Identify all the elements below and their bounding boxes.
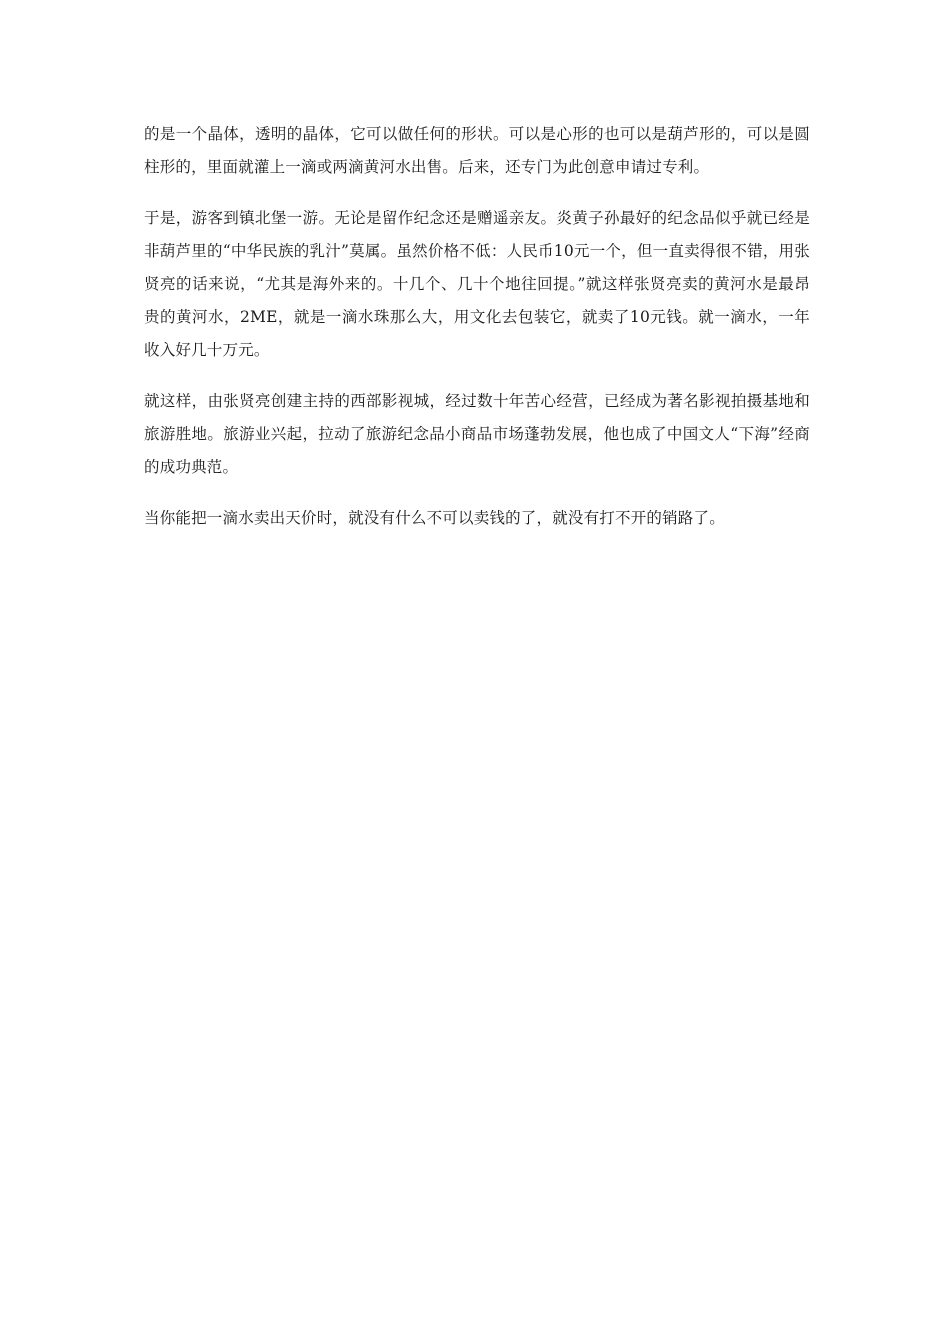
paragraph-2: 于是，游客到镇北堡一游。无论是留作纪念还是赠遥亲友。炎黄子孙最好的纪念品似乎就已经是非葫芦里的“中华民族的乳汁”莫属。虽然价格不低：人民币10元一个，但一直卖得很不错，用张贤亮的话来说，“尤其是海外来的。十几个、几十个地往回提。”就这样张贤亮卖的黄河水是最昂贵的黄河水，2ME，就是一滴水珠那么大，用文化去包装它，就卖了10元钱。就一滴水，一年收入好几十万元。 xyxy=(144,209,810,359)
document-body xyxy=(144,118,810,553)
paragraph-3: 就这样，由张贤亮创建主持的西部影视城，经过数十年苦心经营，已经成为著名影视拍摄基地和旅游胜地。旅游业兴起，拉动了旅游纪念品小商品市场蓬勃发展，他也成了中国文人“下海”经商的成功典范。 xyxy=(144,392,810,476)
paragraph-4: 当你能把一滴水卖出天价时，就没有什么不可以卖钱的了，就没有打不开的销路了。 xyxy=(144,509,725,527)
paragraph-1: 的是一个晶体，透明的晶体，它可以做任何的形状。可以是心形的也可以是葫芦形的，可以是圆柱形的，里面就灌上一滴或两滴黄河水出售。后来，还专门为此创意申请过专利。 xyxy=(144,125,810,176)
